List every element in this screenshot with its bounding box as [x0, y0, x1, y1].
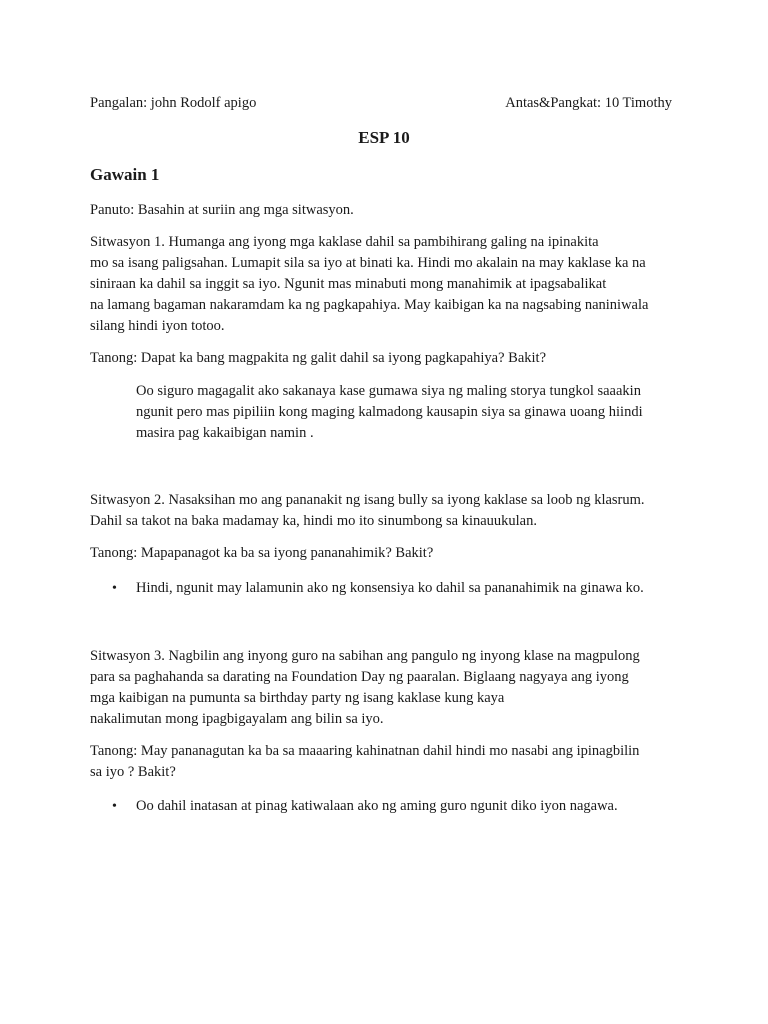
- situation-1-question: Tanong: Dapat ka bang magpakita ng galit dahil sa iyong pagkapahiya? Bakit?: [90, 350, 546, 366]
- situation-3-line: nakalimutan mong ipagbigayalam ang bilin sa iyo.: [90, 711, 384, 727]
- situation-2-line: Sitwasyon 2. Nasaksihan mo ang pananakit ng isang bully sa iyong kaklase sa loob ng klasrum.: [90, 492, 645, 508]
- situation-1-line: na lamang bagaman nakaramdam ka ng pagkapahiya. May kaibigan ka na nagsabing naniniwala: [90, 297, 649, 313]
- answer-line: masira pag kakaibigan namin .: [136, 425, 314, 441]
- student-header: [90, 92, 672, 114]
- situation-1-line: Sitwasyon 1. Humanga ang iyong mga kaklase dahil sa pambihirang galing na ipinakita: [90, 234, 599, 250]
- activity-title: Gawain 1: [90, 165, 160, 184]
- situation-2-question: Tanong: Mapapanagot ka ba sa iyong pananahimik? Bakit?: [90, 545, 434, 561]
- situation-1-line: siniraan ka dahil sa inggit sa iyo. Ngunit mas minabuti mong manahimik at ipagsabalikat: [90, 276, 607, 292]
- bullet-icon: •: [112, 581, 117, 596]
- situation-2-line: Dahil sa takot na baka madamay ka, hindi mo ito sinumbong sa kinauukulan.: [90, 513, 537, 529]
- grade-section: Antas&Pangkat: 10 Timothy: [505, 95, 672, 111]
- situation-1-line: silang hindi iyon totoo.: [90, 318, 225, 334]
- situation-3-answer: Oo dahil inatasan at pinag katiwalaan ako ng aming guro ngunit diko iyon nagawa.: [136, 798, 618, 814]
- situation-3-line: para sa paghahanda sa darating na Foundation Day ng paaralan. Biglaang nagyaya ang iyong: [90, 669, 629, 685]
- situation-3-question: Tanong: May pananagutan ka ba sa maaaring kahinatnan dahil hindi mo nasabi ang ipinagbilin: [90, 743, 640, 759]
- answer-line: Oo siguro magagalit ako sakanaya kase gumawa siya ng maling storya tungkol saaakin: [136, 383, 641, 399]
- student-name: Pangalan: john Rodolf apigo: [90, 95, 257, 111]
- instructions: Panuto: Basahin at suriin ang mga sitwasyon.: [90, 202, 354, 218]
- answer-line: ngunit pero mas pipiliin kong maging kalmadong kausapin siya sa ginawa uoang hiindi: [136, 404, 643, 420]
- situation-3-line: mga kaibigan na pumunta sa birthday party ng isang kaklase kung kaya: [90, 690, 505, 706]
- situation-3-question: sa iyo ? Bakit?: [90, 764, 176, 780]
- situation-1-line: mo sa isang paligsahan. Lumapit sila sa iyo at binati ka. Hindi mo akalain na may kaklase ka na: [90, 255, 646, 271]
- situation-2-answer: Hindi, ngunit may lalamunin ako ng konsensiya ko dahil sa pananahimik na ginawa ko.: [136, 580, 644, 596]
- bullet-icon: •: [112, 799, 117, 814]
- subject-title: ESP 10: [358, 128, 410, 147]
- situation-3-line: Sitwasyon 3. Nagbilin ang inyong guro na sabihan ang pangulo ng inyong klase na magpulong: [90, 648, 640, 664]
- situation-1-answer: [136, 381, 664, 444]
